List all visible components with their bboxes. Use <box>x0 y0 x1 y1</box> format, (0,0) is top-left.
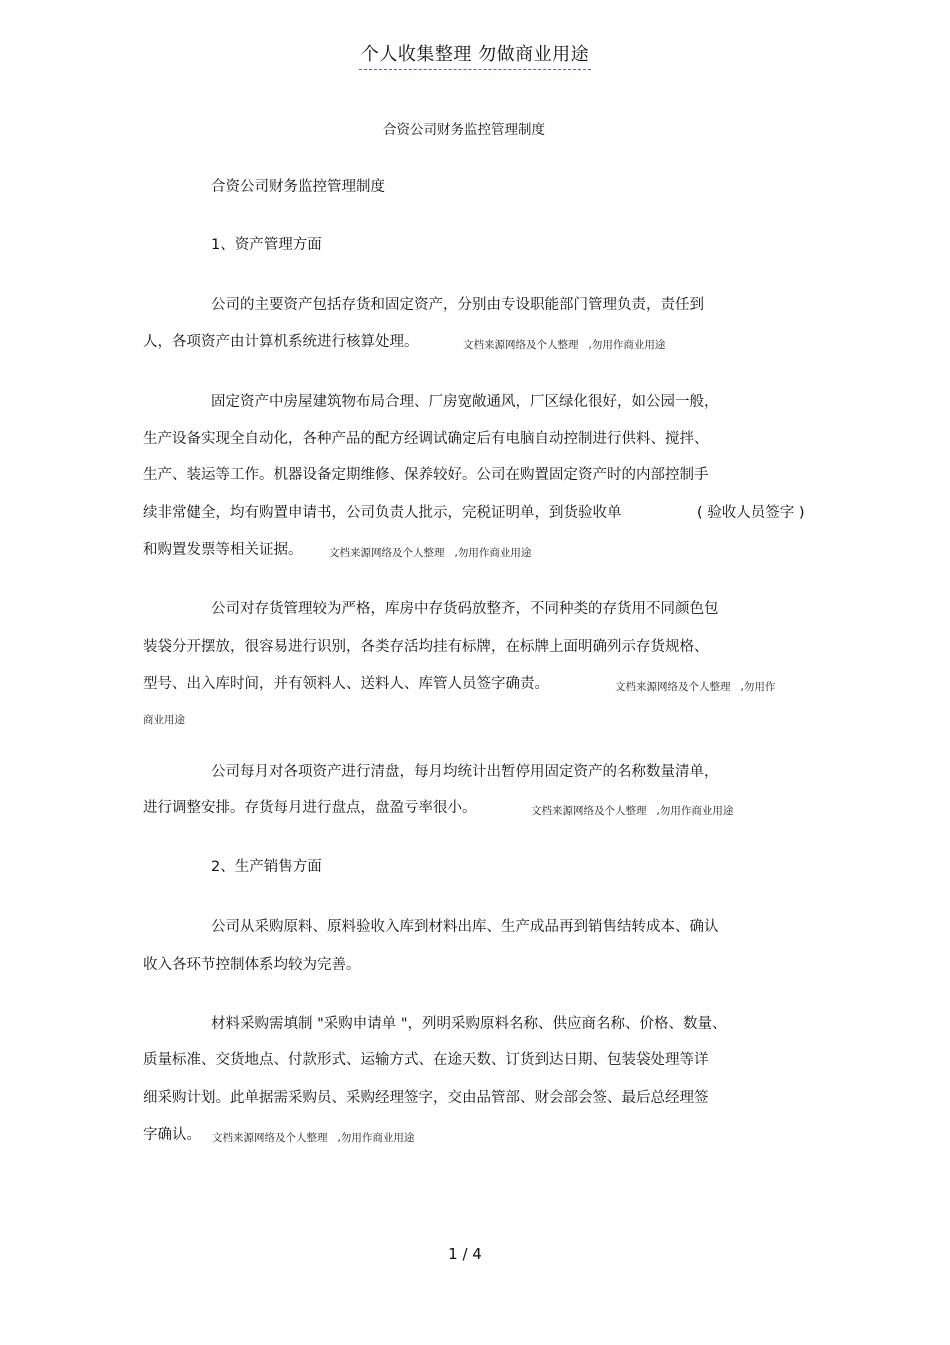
s1-p1-line2 <box>143 333 419 351</box>
s2-p1-line1: 公司从采购原料、原料验收入库到材料出库、生产成品再到销售结转成本、确认 <box>211 919 719 935</box>
document-title: 合资公司财务监控管理制度 <box>383 122 545 138</box>
source-note: 文档来源网络及个人整理 ,勿用作 <box>615 681 776 693</box>
s1-p2-line1: 固定资产中房屋建筑物布局合理、厂房宽敞通风，厂区绿化很好，如公园一般， <box>211 394 719 410</box>
s1-p2-line4: 续非常健全，均有购置申请书，公司负责人批示，完税证明单，到货验收单 <box>143 505 622 521</box>
s1-p2-line2: 生产设备实现全自动化，各种产品的配方经调试确定后有电脑自动控制进行供料、搅拌、 <box>143 431 709 447</box>
s2-p2-line1: 材料采购需填制 "采购申请单 "，列明采购原料名称、供应商名称、价格、数量、 <box>211 1016 727 1032</box>
s2-p2-line2: 质量标准、交货地点、付款形式、运输方式、在途天数、订货到达日期、包装袋处理等详 <box>143 1052 709 1068</box>
s1-p3-line3: 型号、出入库时间，并有领料人、送料人、库管人员签字确责。 <box>143 676 549 692</box>
s1-p2-line3: 生产、装运等工作。机器设备定期维修、保养较好。公司在购置固定资产时的内部控制手 <box>143 467 709 483</box>
source-note-continued: 商业用途 <box>143 714 185 726</box>
s2-p2-line4: 字确认。 <box>143 1127 201 1143</box>
page-number: 1 / 4 <box>448 1245 482 1263</box>
source-note: 文档来源网络及个人整理 ,勿用作商业用途 <box>531 805 734 817</box>
s1-p3-line2: 装袋分开摆放，很容易进行识别，各类存活均挂有标牌，在标牌上面明确列示存货规格、 <box>143 639 709 655</box>
source-note: 文档来源网络及个人整理 ,勿用作商业用途 <box>212 1132 415 1144</box>
document-subtitle: 合资公司财务监控管理制度 <box>211 179 385 195</box>
s2-p2-line3: 细采购计划。此单据需采购员、采购经理签字，交由品管部、财会部会签、最后总经理签 <box>143 1090 709 1106</box>
source-note: 文档来源网络及个人整理 ,勿用作商业用途 <box>463 339 666 351</box>
s1-p4-line1: 公司每月对各项资产进行清盘，每月均统计出暂停用固定资产的名称数量清单， <box>211 764 719 780</box>
s1-p1-line1: 公司的主要资产包括存货和固定资产，分别由专设职能部门管理负责，责任到 <box>211 297 704 313</box>
s1-p4-line2: 进行调整安排。存货每月进行盘点，盘盈亏率很小。 <box>143 800 477 816</box>
section2-heading: 2、生产销售方面 <box>211 859 322 875</box>
page-header <box>0 40 950 70</box>
s1-p3-line1: 公司对存货管理较为严格，库房中存货码放整齐，不同种类的存货用不同颜色包 <box>211 601 719 617</box>
source-note: 文档来源网络及个人整理 ,勿用作商业用途 <box>329 547 532 559</box>
s2-p1-line2: 收入各环节控制体系均较为完善。 <box>143 957 361 973</box>
text: 人，各项资产由计算机系统进行核算处理。 <box>143 334 419 350</box>
s1-p2-line5: 和购置发票等相关证据。 <box>143 542 303 558</box>
header-text: 个人收集整理 勿做商业用途 <box>359 40 591 70</box>
section1-heading: 1、资产管理方面 <box>211 237 322 253</box>
s1-p2-line4-bracket: ( 验收人员签字 ) <box>697 505 805 521</box>
